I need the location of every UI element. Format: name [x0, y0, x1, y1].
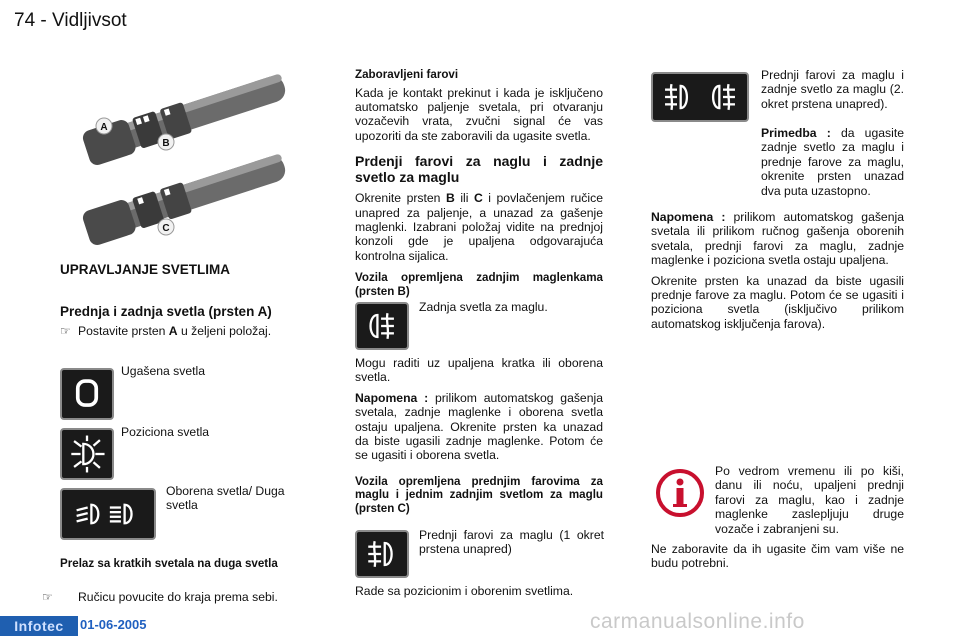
bullet-ring-a-pre: Postavite prsten [78, 324, 169, 338]
position-lights-icon [60, 428, 114, 480]
watermark: carmanualsonline.info [590, 610, 805, 633]
light-stalk-illustration [60, 70, 310, 250]
ring-c-marker [158, 219, 174, 235]
section-title: UPRAVLJANJE SVETLIMA [60, 262, 231, 277]
rear-fog-icon [355, 302, 409, 350]
remark-label: Primedba : [761, 126, 831, 140]
note-front-fog-text2: Okrenite prsten ka unazad da biste ugasili prednje farove za maglu. Potom će se ugasiti i poziciona svetla (isključivo prilikom automatskog isključenja farova). [651, 273, 904, 331]
lights-off-label: Ugašena svetla [121, 364, 206, 378]
ring-a-label: A [100, 122, 108, 133]
switch-beam-title: Prelaz sa kratkih svetala na duga svetla [60, 557, 278, 570]
forgotten-lights-title: Zaboravljeni farovi [355, 68, 459, 81]
bullet-ring-a [60, 324, 271, 338]
right-column [651, 126, 904, 337]
forgotten-lights-text: Kada je kontakt prekinut i kada je isključeno automatsko paljenje svetala, pri otvaranju vozačevih vrata, zvučni signal će vas upozoriti da ste zaboravili da ugasite svetla. [355, 85, 603, 143]
lights-off-icon [60, 368, 114, 420]
bullet-pull-stalk [42, 590, 308, 604]
subsection-title: Prednja i zadnja svetla (prsten A) [60, 304, 272, 319]
footer-date: 01-06-2005 [80, 617, 147, 632]
remark-text: da ugasite zadnje svetlo za maglu i prednje farove za maglu, okrenite prsten unazad dva puta uzastopno. [761, 126, 904, 198]
low-high-beam-label: Oborena svetla/ Duga svetla [166, 484, 285, 513]
bullet-hand-icon: ☞ [42, 590, 53, 604]
middle-column [355, 68, 603, 302]
front-fog-label: Prednji farovi za maglu (1 okret prstena unapred) [419, 528, 604, 557]
bullet-ring-a-post: u željeni položaj. [177, 324, 272, 338]
front-rear-fog-icon [651, 72, 749, 122]
note-front-fog-label: Napomena : [651, 210, 726, 225]
warning-text [651, 464, 904, 536]
front-rear-fog-label: Prednji farovi za maglu i zadnje svetlo za maglu (2. okret prstena unapred). [761, 68, 904, 111]
ring-a-marker [96, 118, 112, 134]
fog-text-ring-b: B [445, 191, 455, 206]
note-front-fog [651, 210, 904, 268]
front-fog-icon [355, 530, 409, 578]
fog-lights-text [355, 191, 603, 263]
front-rear-fog-vehicles-title: Vozila opremljena prednjim farovima za maglu i jednim zadnjim svetlom za maglu (prsten C) [355, 474, 603, 516]
low-high-beam-icon [60, 488, 156, 540]
ring-b-marker [158, 134, 174, 150]
warning-block [651, 464, 904, 577]
note-rear-fog-label: Napomena : [355, 390, 429, 405]
front-fog-text: Rade sa pozicionim i oborenim svetlima. [355, 584, 574, 598]
ring-c-label: C [162, 223, 170, 234]
fog-text-ring-c: C [473, 191, 483, 206]
page-header [14, 10, 127, 32]
note-rear-fog-text: prilikom automatskog gašenja svetala, zadnje maglenke i oborena svetla ostaju upaljena. Okrenite prsten ka unazad da biste ugasili zadnje maglenke. Potom će se ugasiti i oborena svetla. [355, 390, 603, 463]
middle-column-lower [355, 356, 603, 520]
page-number: 74 [14, 10, 36, 31]
warning-text2: Ne zaboravite da ih ugasite čim vam više ne budu potrebni. [651, 542, 904, 571]
fog-text-part2: ili [454, 191, 474, 206]
fog-text-part3: i povlačenjem ručice unapred za paljenje, a unazad za gašenje maglenki. Izabrani položaj vidite na prednjoj konzoli gde je upaljena odgovarajuća kontrolna sijalica. [355, 191, 603, 263]
page-title: Vidljivsot [52, 10, 127, 31]
rear-fog-vehicles-title: Vozila opremljena zadnjim maglenkama (prsten B) [355, 271, 603, 298]
ring-b-label: B [162, 138, 170, 149]
rear-fog-text: Mogu raditi uz upaljena kratka ili oborena svetla. [355, 356, 603, 385]
remark-line [651, 126, 904, 198]
note-rear-fog [355, 391, 603, 463]
bullet-ring-a-letter: A [168, 324, 178, 338]
warning-float-spacer [651, 464, 715, 522]
fog-text-part1: Okrenite prsten [355, 191, 446, 206]
bullet-pull-stalk-text: Ručicu povucite do kraja prema sebi. [78, 590, 278, 604]
header-separator: - [40, 10, 47, 31]
infotec-logo: Infotec [0, 616, 78, 636]
warning-text-body: Po vedrom vremenu ili po kiši, danu ili noću, upaljeni prednji farovi za maglu, kao i zadnje maglenke zaslepljuju druge vozače i zabranjeni su. [715, 464, 904, 536]
bullet-hand-icon: ☞ [60, 324, 71, 338]
fog-lights-title: Prdenji farovi za naglu i zadnje svetlo za maglu [355, 153, 603, 186]
position-lights-label: Poziciona svetla [121, 425, 210, 439]
rear-fog-label: Zadnja svetla za maglu. [419, 300, 548, 314]
note-front-fog-text: prilikom automatskog gašenja svetala ili prilikom ručnog gašenja oborenih svetala, prednji farovi za maglu, zadnje maglenke i poziciona svetla ostaju upaljena. [651, 210, 904, 268]
